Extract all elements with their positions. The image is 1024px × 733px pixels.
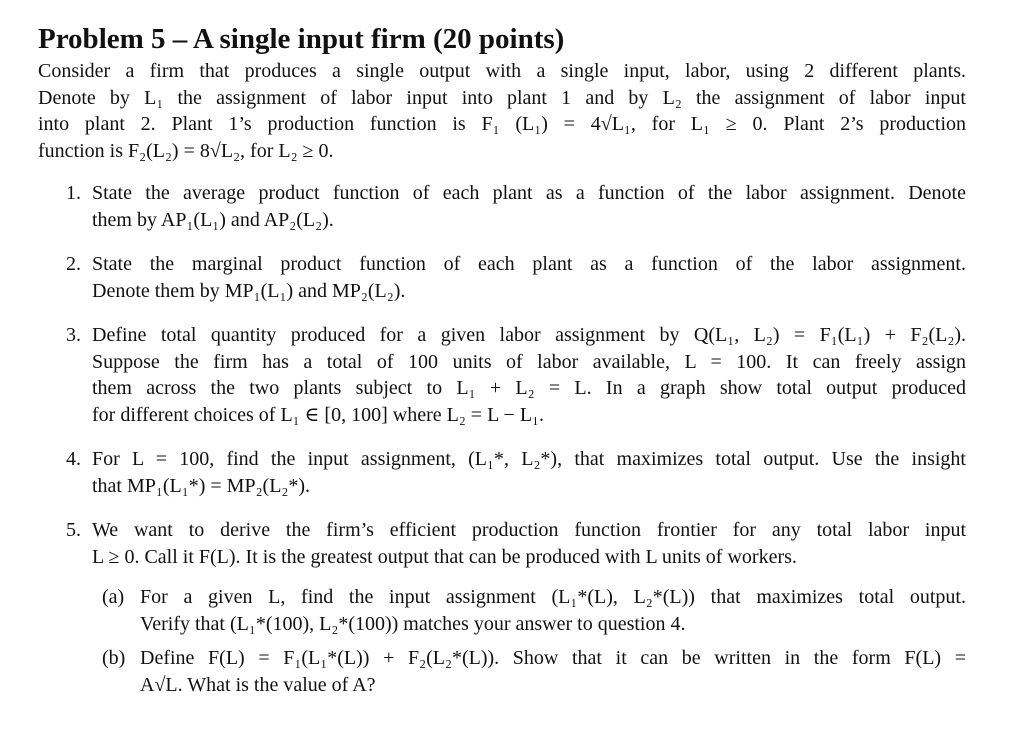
problem-page bbox=[38, 22, 966, 716]
question-line: Denote them by MP₁(L₁) and MP₂(L₂). bbox=[92, 279, 406, 302]
question-line: Define total quantity produced for a given labor assignment by Q(L₁, L₂) = F₁(L₁) + F₂(L₂). bbox=[92, 324, 966, 346]
intro-line: into plant 2. Plant 1’s production function is F₁ (L₁) = 4√L₁, for L₁ ≥ 0. Plant 2’s production bbox=[38, 113, 966, 135]
question-1 bbox=[38, 180, 966, 233]
question-4 bbox=[38, 446, 966, 499]
question-line: for different choices of L₁ ∈ [0, 100] where L₂ = L − L₁. bbox=[92, 403, 545, 426]
subpart-label: (b) bbox=[102, 647, 126, 669]
question-3 bbox=[38, 322, 966, 428]
intro-line: Denote by L₁ the assignment of labor input into plant 1 and by L₂ the assignment of labor input bbox=[38, 86, 966, 109]
intro-line: function is F₂(L₂) = 8√L₂, for L₂ ≥ 0. bbox=[38, 139, 334, 162]
question-line: We want to derive the firm’s efficient production function frontier for any total labor input bbox=[92, 519, 966, 541]
question-line: them by AP₁(L₁) and AP₂(L₂). bbox=[92, 208, 334, 231]
subpart-line: For a given L, find the input assignment (L₁*(L), L₂*(L)) that maximizes total output. bbox=[140, 586, 966, 608]
question-text bbox=[92, 517, 966, 570]
subpart-a bbox=[92, 584, 966, 637]
question-number: 4. bbox=[66, 448, 81, 470]
question-2 bbox=[38, 251, 966, 304]
question-text bbox=[92, 180, 966, 233]
subpart-list bbox=[92, 584, 966, 698]
question-line: Suppose the firm has a total of 100 units of labor available, L = 100. It can freely assign bbox=[92, 350, 966, 373]
question-line: them across the two plants subject to L₁ + L₂ = L. In a graph show total output produced bbox=[92, 377, 966, 399]
question-5 bbox=[38, 517, 966, 698]
question-line: L ≥ 0. Call it F(L). It is the greatest output that can be produced with L units of workers. bbox=[92, 545, 797, 568]
problem-title: Problem 5 – A single input firm (20 points) bbox=[38, 23, 565, 55]
subpart-text bbox=[140, 645, 966, 698]
subpart-label: (a) bbox=[102, 586, 125, 608]
question-text bbox=[92, 251, 966, 304]
intro-line: Consider a firm that produces a single output with a single input, labor, using 2 different plants. bbox=[38, 60, 966, 82]
question-line: For L = 100, find the input assignment, (L₁*, L₂*), that maximizes total output. Use the insight bbox=[92, 448, 966, 470]
question-line: that MP₁(L₁*) = MP₂(L₂*). bbox=[92, 474, 311, 497]
question-number: 3. bbox=[66, 324, 81, 346]
question-number: 1. bbox=[66, 182, 81, 204]
subpart-line: Verify that (L₁*(100), L₂*(100)) matches your answer to question 4. bbox=[140, 612, 686, 635]
subpart-line: A√L. What is the value of A? bbox=[140, 673, 376, 696]
question-text bbox=[92, 322, 966, 428]
subpart-line: Define F(L) = F₁(L₁*(L)) + F₂(L₂*(L)). Show that it can be written in the form F(L) = bbox=[140, 647, 966, 669]
question-number: 2. bbox=[66, 253, 81, 275]
question-number: 5. bbox=[66, 519, 81, 541]
problem-intro bbox=[38, 58, 966, 164]
question-line: State the average product function of each plant as a function of the labor assignment. Denote bbox=[92, 182, 966, 204]
question-text bbox=[92, 446, 966, 499]
question-list bbox=[38, 180, 966, 698]
question-line: State the marginal product function of each plant as a function of the labor assignment. bbox=[92, 253, 966, 275]
subpart-text bbox=[140, 584, 966, 637]
subpart-b bbox=[92, 645, 966, 698]
